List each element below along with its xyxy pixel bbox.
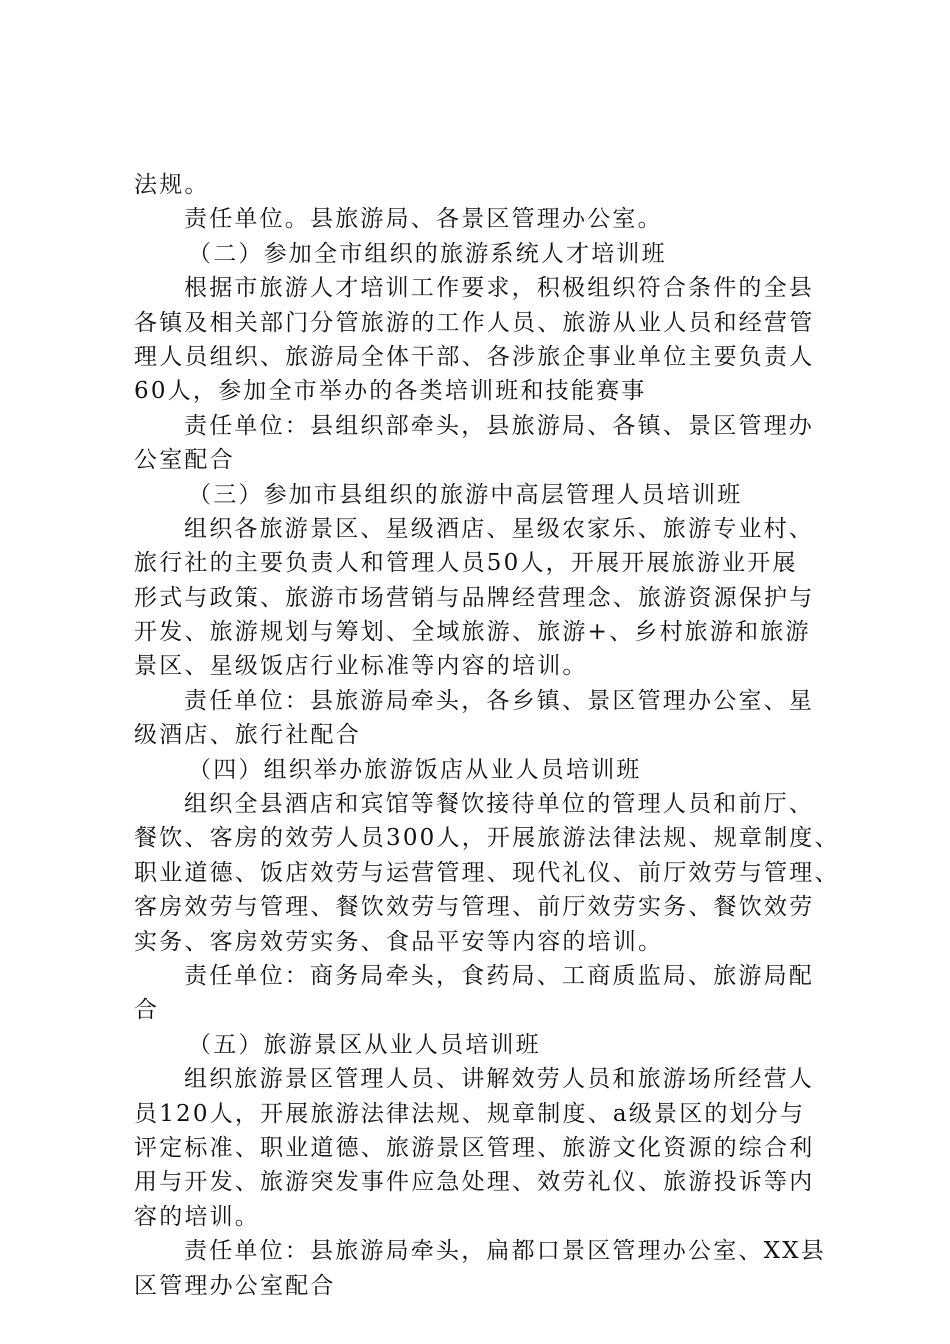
responsibility-line-continued: 区管理办公室配合 — [134, 1272, 336, 1299]
paragraph-line: 开发、旅游规划与筹划、全域旅游、旅游+、乡村旅游和旅游 — [134, 619, 811, 646]
document-body — [134, 168, 840, 1303]
paragraph-line: 容的培训。 — [134, 1203, 260, 1230]
responsibility-line-continued: 级酒店、旅行社配合 — [134, 722, 361, 749]
responsibility-line-continued: 公室配合 — [134, 447, 235, 474]
paragraph-line: 职业道德、饭店效劳与运营管理、现代礼仪、前厅效劳与管理、 — [134, 859, 840, 886]
paragraph-line: 组织旅游景区管理人员、讲解效劳人员和旅游场所经营人 — [184, 1066, 814, 1093]
paragraph-line: 评定标准、职业道德、旅游景区管理、旅游文化资源的综合利 — [134, 1134, 815, 1161]
paragraph-line: 各镇及相关部门分管旅游的工作人员、旅游从业人员和经营管 — [134, 309, 815, 336]
paragraph-continuation: 法规。 — [134, 172, 210, 198]
paragraph-line: 组织全县酒店和宾馆等餐饮接待单位的管理人员和前厅、 — [184, 791, 814, 818]
paragraph-line: 形式与政策、旅游市场营销与品牌经营理念、旅游资源保护与 — [134, 584, 815, 611]
paragraph-line: 客房效劳与管理、餐饮效劳与管理、前厅效劳实务、餐饮效劳 — [134, 894, 815, 921]
responsibility-line: 责任单位。县旅游局、各景区管理办公室。 — [184, 206, 663, 233]
paragraph-line: 根据市旅游人才培训工作要求，积极组织符合条件的全县 — [184, 275, 814, 302]
section-heading-5: （五）旅游景区从业人员培训班 — [188, 1031, 541, 1058]
responsibility-line: 责任单位：县组织部牵头，县旅游局、各镇、景区管理办 — [184, 412, 814, 439]
responsibility-line: 责任单位：商务局牵头，食药局、工商质监局、旅游局配 — [184, 962, 814, 989]
section-heading-4: （四）组织举办旅游饭店从业人员培训班 — [188, 756, 642, 783]
paragraph-line: 餐饮、客房的效劳人员300人，开展旅游法律法规、规章制度、 — [134, 825, 840, 852]
paragraph-line: 景区、星级饭店行业标准等内容的培训。 — [134, 653, 588, 680]
paragraph-line: 实务、客房效劳实务、食品平安等内容的培训。 — [134, 928, 664, 955]
paragraph-line: 用与开发、旅游突发事件应急处理、效劳礼仪、旅游投诉等内 — [134, 1169, 815, 1196]
responsibility-line-continued: 合 — [134, 997, 160, 1024]
responsibility-line: 责任单位：县旅游局牵头，各乡镇、景区管理办公室、星 — [184, 687, 814, 714]
paragraph-line: 组织各旅游景区、星级酒店、星级农家乐、旅游专业村、 — [184, 515, 814, 542]
paragraph-line: 60人，参加全市举办的各类培训班和技能赛事 — [134, 378, 647, 405]
paragraph-line: 理人员组织、旅游局全体干部、各涉旅企事业单位主要负责人 — [134, 343, 815, 370]
section-heading-3: （三）参加市县组织的旅游中高层管理人员培训班 — [188, 481, 743, 508]
section-heading-2: （二）参加全市组织的旅游系统人才培训班 — [188, 240, 667, 267]
responsibility-line: 责任单位：县旅游局牵头，扁都口景区管理办公室、XX县 — [184, 1238, 826, 1265]
paragraph-line: 员120人，开展旅游法律法规、规章制度、a级景区的划分与 — [134, 1100, 806, 1127]
paragraph-line: 旅行社的主要负责人和管理人员50人，开展开展旅游业开展 — [134, 550, 798, 577]
